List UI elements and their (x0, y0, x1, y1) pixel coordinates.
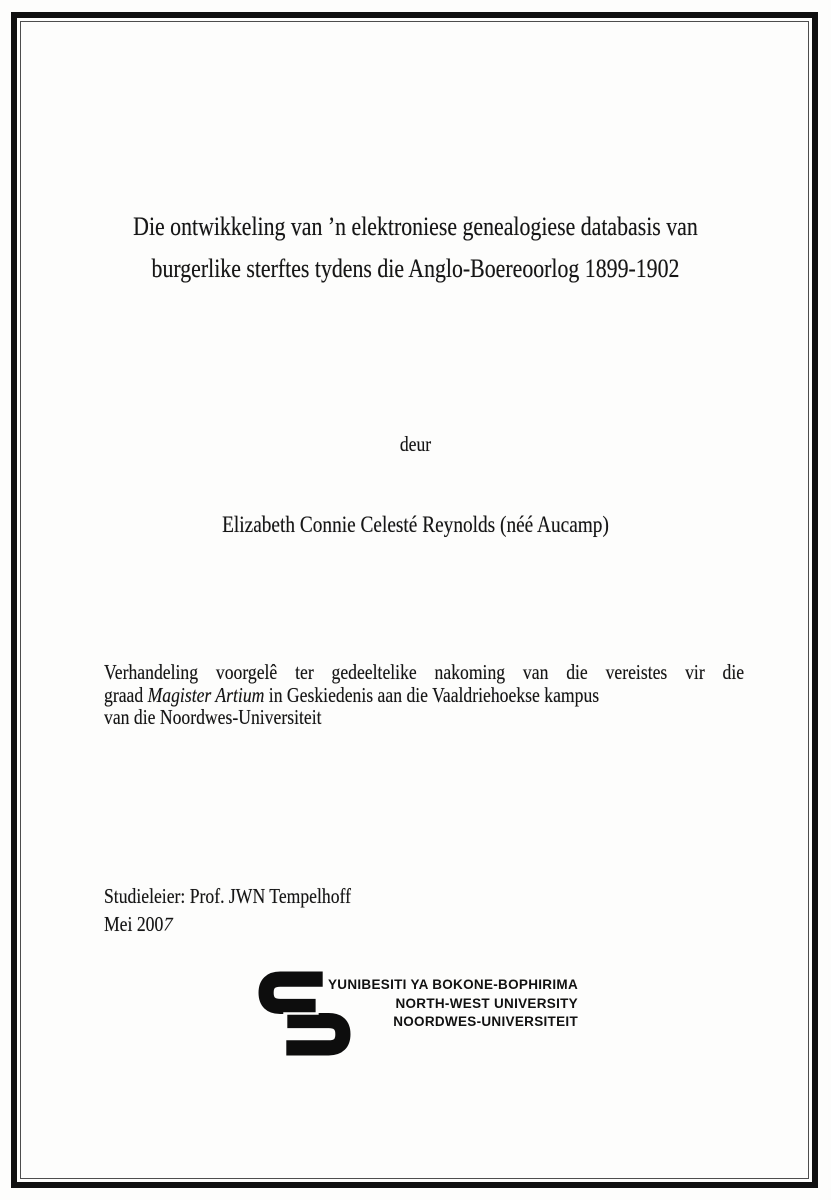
title-line-1: Die ontwikkeling van ’n elektroniese genealogiese databasis van (133, 212, 698, 241)
statement-line-2 (104, 684, 744, 707)
logo-line-setswana: YUNIBESITI YA BOKONE-BOPHIRIMA (327, 977, 578, 992)
byline: deur (399, 432, 432, 456)
statement-line-2-pre: graad (104, 682, 148, 707)
date-line (104, 911, 351, 939)
logo-line-afrikaans: NOORDWES-UNIVERSITEIT (393, 1014, 578, 1029)
title-line-2: burgerlike sterftes tydens die Anglo-Boereoorlog 1899-1902 (151, 254, 680, 283)
statement-line-3: van die Noordwes-Universiteit (104, 705, 322, 729)
logo-line-english: NORTH-WEST UNIVERSITY (395, 995, 578, 1011)
date-text: Mei 200 (104, 911, 164, 936)
date-last-digit: 7 (161, 912, 175, 935)
author-name: Elizabeth Connie Celesté Reynolds (néé Aucamp) (222, 512, 609, 537)
thesis-title (66, 206, 764, 290)
supervisor-and-date (104, 883, 351, 938)
degree-name-italic: Magister Artium (147, 682, 265, 707)
logo-wordmark (300, 976, 578, 1032)
statement-line-2-post: in Geskiedenis aan die Vaaldriehoekse kampus (264, 682, 600, 707)
degree-statement (104, 661, 744, 729)
supervisor-line: Studieleier: Prof. JWN Tempelhoff (104, 884, 351, 908)
statement-line-1: Verhandeling voorgelê ter gedeeltelike nakoming van die vereistes vir die (104, 660, 745, 684)
